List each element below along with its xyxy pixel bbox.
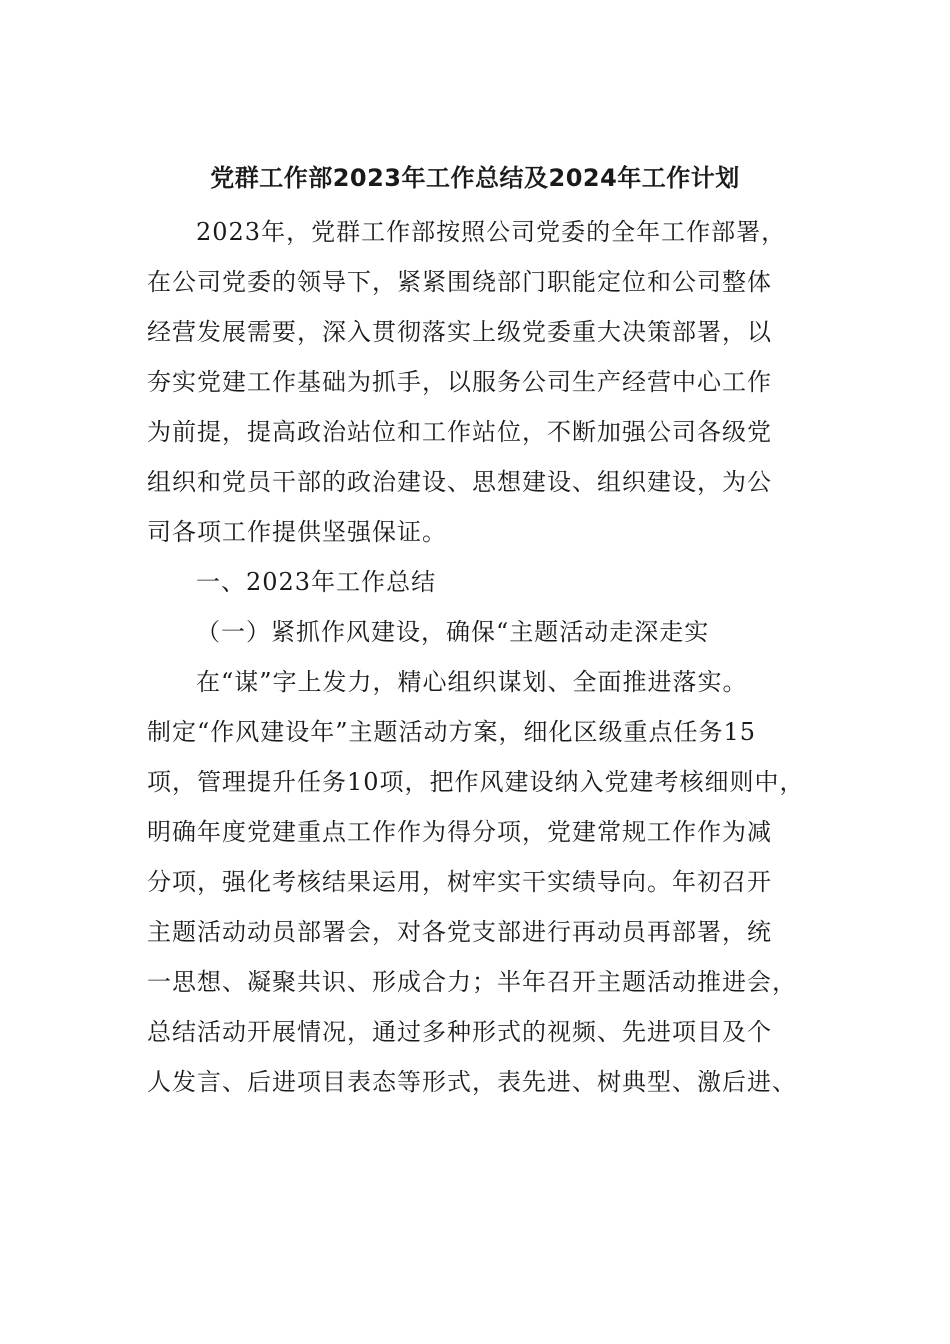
body-line-9: 制定“作风建设年”主题活动方案，细化区级重点任务15	[147, 718, 757, 746]
body-line-5: 为前提，提高政治站位和工作站位，不断加强公司各级党	[147, 418, 772, 446]
document-title: 党群工作部2023年工作总结及2024年工作计划	[210, 164, 740, 192]
body-line-4: 夯实党建工作基础为抓手，以服务公司生产经营中心工作	[147, 368, 772, 396]
body-line-1: 2023年，党群工作部按照公司党委的全年工作部署，	[196, 218, 787, 246]
body-line-11: 明确年度党建重点工作作为得分项，党建常规工作作为减	[147, 818, 772, 846]
body-line-2: 在公司党委的领导下，紧紧围绕部门职能定位和公司整体	[147, 268, 772, 296]
body-line-15: 总结活动开展情况，通过多种形式的视频、先进项目及个	[147, 1018, 772, 1046]
section-heading-1: 一、2023年工作总结	[196, 568, 437, 596]
body-line-13: 主题活动动员部署会，对各党支部进行再动员再部署，统	[147, 918, 772, 946]
subsection-heading-1: （一）紧抓作风建设，确保“主题活动走深走实	[196, 618, 710, 646]
body-line-12: 分项，强化考核结果运用，树牢实干实绩导向。年初召开	[147, 868, 772, 896]
body-line-6: 组织和党员干部的政治建设、思想建设、组织建设，为公	[147, 468, 772, 496]
body-line-14: 一思想、凝聚共识、形成合力；半年召开主题活动推进会，	[147, 968, 797, 996]
body-line-7: 司各项工作提供坚强保证。	[147, 518, 447, 546]
body-line-10: 项，管理提升任务10项，把作风建设纳入党建考核细则中，	[147, 768, 805, 796]
body-line-8: 在“谋”字上发力，精心组织谋划、全面推进落实。	[196, 668, 748, 696]
body-line-16: 人发言、后进项目表态等形式，表先进、树典型、激后进、	[147, 1068, 797, 1096]
body-line-3: 经营发展需要，深入贯彻落实上级党委重大决策部署，以	[147, 318, 772, 346]
